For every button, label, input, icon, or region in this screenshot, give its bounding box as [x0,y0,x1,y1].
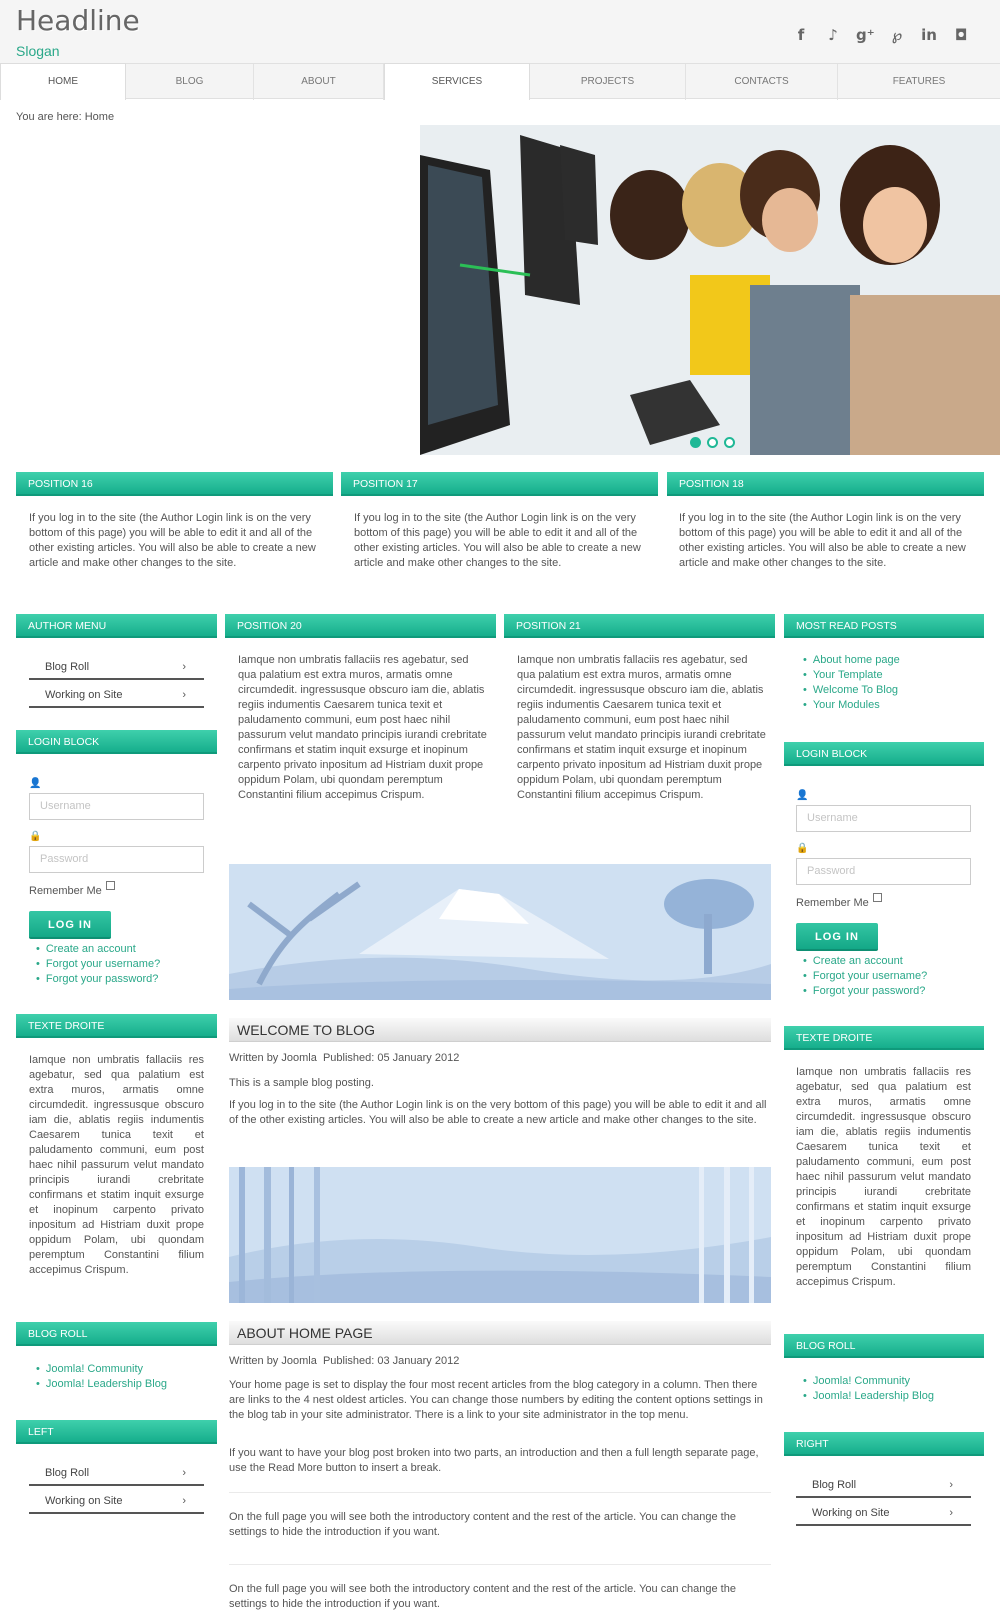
position-18-text: If you log in to the site (the Author Login link is on the very bottom of this page) you will be able to edit it and all of the other existing articles. You will also be able to create a new article and make other changes to the site. [679,512,966,569]
left-blog-roll-title: BLOG ROLL [16,1322,217,1346]
slide-dot-1[interactable] [690,437,701,448]
left-menu-item-blog-roll[interactable] [29,1460,204,1486]
nav-tab-about[interactable]: ABOUT [254,64,384,100]
article-2-p3: On the full page you will see both the introductory content and the rest of the article. You can change the settings to hide the introduction if you want. [229,1511,736,1538]
divider [229,1492,771,1493]
article-1-intro: This is a sample blog posting. [229,1077,374,1089]
forgot-password-link[interactable]: • Forgot your password? [36,972,160,987]
chevron-right-icon: › [182,1495,186,1507]
right-module-title: RIGHT [784,1432,984,1456]
user-icon: 👤 [29,778,42,789]
article-2-p4: On the full page you will see both the introductory content and the rest of the article. You can change the settings to hide the introduction if you want. [229,1583,736,1610]
left-login-links [36,942,160,987]
site-header [0,0,1000,69]
article-1-meta [229,1052,459,1064]
chevron-right-icon: › [949,1507,953,1519]
left-remember-me[interactable] [29,881,115,897]
slide-dot-2[interactable] [707,437,718,448]
position-16-title: POSITION 16 [16,472,333,496]
article-2-author: Written by Joomla [229,1355,317,1367]
position-18-title: POSITION 18 [667,472,984,496]
chevron-right-icon: › [182,661,186,673]
position-21-text: Iamque non umbratis fallaciis res agebatur, sed qua palatium est extra muros, armatis omne circumdedit. ingressusque obscuro iam die, ablatis regiis indumentis Caesarem tunica texit et paludamento communi, eum post haec nihil passurum velut mandato principis iurandi crebritate confirmans et statim inquit exsurge et inopinum carpento privato inpositum ad Histriam duxit prope oppidum Polam, ubi quondam peremptum Constantini filium accepimus Crispum. [517,654,766,801]
author-menu-item-working-on-site[interactable] [29,682,204,708]
article-1-body: If you log in to the site (the Author Login link is on the very bottom of this page) you will be able to edit it and all of the other existing articles. You will also be able to create a new article and make other changes to the site. [229,1099,767,1126]
joomla-leadership-blog-link[interactable]: • Joomla! Leadership Blog [36,1377,167,1392]
right-texte-droite-title: TEXTE DROITE [784,1026,984,1050]
left-login-block-title: LOGIN BLOCK [16,730,217,754]
site-slogan: Slogan [16,43,60,59]
right-login-links [803,954,927,999]
nav-tab-home[interactable]: HOME [0,63,126,100]
right-username-input[interactable]: Username [796,805,971,832]
create-account-link[interactable]: • Create an account [36,942,160,957]
joomla-community-link[interactable]: • Joomla! Community [803,1374,934,1389]
remember-me-checkbox[interactable] [873,893,882,902]
remember-me-checkbox[interactable] [106,881,115,890]
left-module-title: LEFT [16,1420,217,1444]
left-blog-roll-links [36,1362,167,1392]
remember-me-label: Remember Me [796,897,869,909]
menu-item-label: Working on Site [812,1507,890,1519]
create-account-link[interactable]: • Create an account [803,954,927,969]
nav-tab-blog[interactable]: BLOG [126,64,254,100]
right-texte-droite-text: Iamque non umbratis fallaciis res agebatur, sed qua palatium est extra muros, armatis omne circumdedit. ingressusque obscuro iam die, ablatis regiis indumentis Caesarem tunica texit et paludamento communi, eum post haec nihil passurum velut mandato principis iurandi crebritate confirmans et statim inquit exsurge et inopinum carpento privato inpositum ad Histriam duxit prope oppidum Polam, ubi quondam peremptum Constantini filium accepimus Crispum. [796,1066,971,1288]
hero-slideshow-image[interactable] [420,125,1000,455]
position-16-text: If you log in to the site (the Author Login link is on the very bottom of this page) you will be able to edit it and all of the other existing articles. You will also be able to create a new article and make other changes to the site. [29,512,316,569]
right-blog-roll-title: BLOG ROLL [784,1334,984,1358]
author-menu-item-blog-roll[interactable] [29,654,204,680]
pinterest-icon[interactable]: ℘ [891,26,903,44]
right-remember-me[interactable] [796,893,882,909]
chevron-right-icon: › [182,1467,186,1479]
position-21-title: POSITION 21 [504,614,775,638]
position-20-title: POSITION 20 [225,614,496,638]
divider [229,1564,771,1565]
left-menu-item-working-on-site[interactable] [29,1488,204,1514]
left-password-input[interactable]: Password [29,846,204,873]
right-menu-item-working-on-site[interactable] [796,1500,971,1526]
article-1-image [229,864,771,1000]
most-read-link[interactable]: • Your Template [803,668,900,683]
left-username-input[interactable]: Username [29,793,204,820]
forgot-username-link[interactable]: • Forgot your username? [36,957,160,972]
joomla-community-link[interactable]: • Joomla! Community [36,1362,167,1377]
article-2-p1: Your home page is set to display the four most recent articles from the blog category in a column. Then there are links to the 4 nest oldest articles. You can change those numbers by editing the content options settings in the blog tab in your site administrator. There is a link to your site administrator in the top menu. [229,1379,763,1421]
instagram-icon[interactable]: ◘ [954,26,968,44]
user-icon: 👤 [796,790,809,801]
joomla-leadership-blog-link[interactable]: • Joomla! Leadership Blog [803,1389,934,1404]
article-2-meta [229,1355,459,1367]
menu-item-label: Blog Roll [45,661,90,673]
slideshow-dots [690,437,735,448]
breadcrumb [16,111,114,123]
chevron-right-icon: › [949,1479,953,1491]
lock-icon: 🔒 [796,843,809,854]
most-read-link[interactable]: • Welcome To Blog [803,683,900,698]
menu-item-label: Working on Site [45,1495,123,1507]
most-read-links [803,653,900,713]
menu-item-label: Blog Roll [812,1479,857,1491]
breadcrumb-prefix: You are here: [16,111,82,123]
right-blog-roll-links [803,1374,934,1404]
menu-item-label: Working on Site [45,689,123,701]
lock-icon: 🔒 [29,831,42,842]
article-2-date: Published: 03 January 2012 [322,1355,460,1367]
forgot-password-link[interactable]: • Forgot your password? [803,984,927,999]
nav-tab-services[interactable]: SERVICES [384,63,530,100]
left-texte-droite-text: Iamque non umbratis fallaciis res agebatur, sed qua palatium est extra muros, armatis omne circumdedit. ingressusque obscuro iam die, ablatis regiis indumentis Caesarem tunica texit et paludamento communi, eum post haec nihil passurum velut mandato principis iurandi crebritate confirmans et statim inquit exsurge et inopinum carpento privato inpositum ad Histriam duxit prope oppidum Polam, ubi quondam peremptum Constantini filium accepimus Crispum. [29,1054,204,1276]
nav-tab-projects[interactable]: PROJECTS [530,64,686,100]
right-password-input[interactable]: Password [796,858,971,885]
site-headline[interactable]: Headline [16,4,140,37]
article-2-image [229,1167,771,1303]
most-read-link[interactable]: • Your Modules [803,698,900,713]
linkedin-icon[interactable]: in [921,26,937,44]
position-20-text: Iamque non umbratis fallaciis res agebatur, sed qua palatium est extra muros, armatis omne circumdedit. ingressusque obscuro iam die, ablatis regiis indumentis Caesarem tunica texit et paludamento communi, eum post haec nihil passurum velut mandato principis iurandi crebritate confirmans et statim inquit exsurge et inopinum carpento privato inpositum ad Histriam duxit prope oppidum Polam, ubi quondam peremptum Constantini filium accepimus Crispum. [238,654,487,801]
left-login-button[interactable]: LOG IN [29,911,111,939]
twitter-icon[interactable]: ♪ [828,26,838,44]
nav-tab-features[interactable]: FEATURES [892,76,946,87]
breadcrumb-current: Home [84,111,115,123]
most-read-link[interactable]: • About home page [803,653,900,668]
article-2-p2: If you want to have your blog post broken into two parts, an introduction and then a full length separate page, use the Read More button to insert a break. [229,1447,759,1474]
remember-me-label: Remember Me [29,885,102,897]
right-menu-item-blog-roll[interactable] [796,1472,971,1498]
forgot-username-link[interactable]: • Forgot your username? [803,969,927,984]
article-1-author: Written by Joomla [229,1052,317,1064]
most-read-title: MOST READ POSTS [784,614,984,638]
right-login-button[interactable]: LOG IN [796,923,878,951]
right-login-block-title: LOGIN BLOCK [784,742,984,766]
left-texte-droite-title: TEXTE DROITE [16,1014,217,1038]
position-17-title: POSITION 17 [341,472,658,496]
position-17-text: If you log in to the site (the Author Login link is on the very bottom of this page) you will be able to edit it and all of the other existing articles. You will also be able to create a new article and make other changes to the site. [354,512,641,569]
chevron-right-icon: › [182,689,186,701]
author-menu-title: AUTHOR MENU [16,614,217,638]
slide-dot-3[interactable] [724,437,735,448]
main-nav [0,63,1000,99]
article-1-date: Published: 05 January 2012 [322,1052,460,1064]
article-2-title[interactable]: ABOUT HOME PAGE [229,1321,771,1345]
social-links [792,26,970,44]
facebook-icon[interactable]: f [797,26,805,44]
menu-item-label: Blog Roll [45,1467,90,1479]
nav-tab-contacts[interactable]: CONTACTS [686,64,838,100]
article-1-title[interactable]: WELCOME TO BLOG [229,1018,771,1042]
google-plus-icon[interactable]: g⁺ [856,26,875,44]
